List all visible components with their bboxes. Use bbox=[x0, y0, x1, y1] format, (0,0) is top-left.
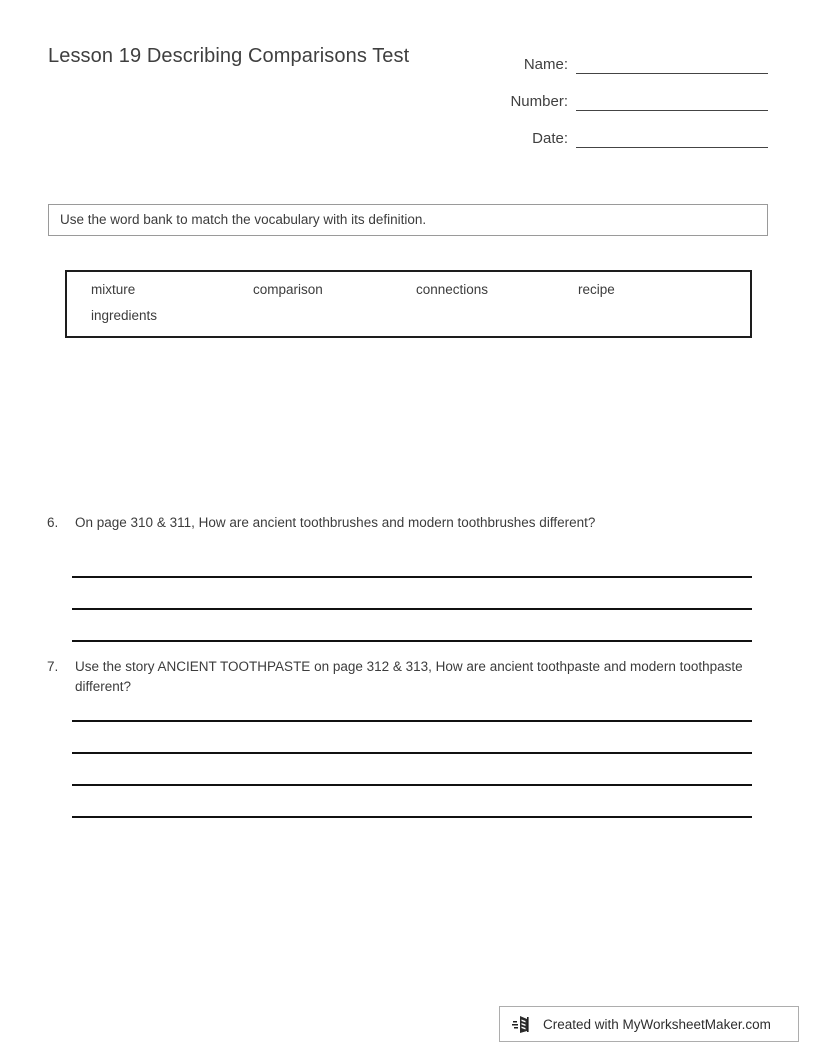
question-6-answer-area[interactable] bbox=[72, 546, 752, 642]
date-field-row bbox=[510, 124, 768, 148]
answer-line[interactable] bbox=[72, 722, 752, 754]
word-bank-box bbox=[65, 270, 752, 338]
question-7-number: 7. bbox=[47, 659, 59, 674]
footer-badge-text: Created with MyWorksheetMaker.com bbox=[543, 1016, 771, 1032]
worksheet-header bbox=[48, 44, 768, 148]
instruction-text: Use the word bank to match the vocabulary with its definition. bbox=[60, 211, 427, 227]
number-field-label: Number: bbox=[510, 93, 568, 110]
word-bank-item: ingredients bbox=[91, 307, 158, 323]
number-field-row bbox=[510, 87, 768, 111]
name-field-input[interactable] bbox=[576, 54, 768, 74]
question-6-head bbox=[47, 513, 759, 533]
word-bank-item: recipe bbox=[578, 282, 615, 297]
answer-line[interactable] bbox=[72, 786, 752, 818]
date-field-input[interactable] bbox=[576, 128, 768, 148]
answer-line[interactable] bbox=[72, 546, 752, 578]
date-field-label: Date: bbox=[532, 130, 568, 147]
student-info-fields bbox=[510, 50, 768, 148]
worksheet-maker-logo-icon bbox=[512, 1013, 534, 1035]
question-6-number: 6. bbox=[47, 515, 59, 530]
word-bank-grid bbox=[91, 282, 750, 325]
instruction-box bbox=[48, 204, 768, 236]
question-6 bbox=[47, 513, 759, 533]
word-bank-item: comparison bbox=[253, 282, 323, 297]
answer-line[interactable] bbox=[72, 690, 752, 722]
answer-line[interactable] bbox=[72, 754, 752, 786]
answer-line[interactable] bbox=[72, 610, 752, 642]
question-6-text: On page 310 & 311, How are ancient toothbrushes and modern toothbrushes different? bbox=[75, 515, 596, 530]
word-bank-item: connections bbox=[416, 282, 489, 297]
page-title: Lesson 19 Describing Comparisons Test bbox=[48, 45, 410, 67]
name-field-row bbox=[510, 50, 768, 74]
name-field-label: Name: bbox=[523, 56, 568, 73]
answer-line[interactable] bbox=[72, 578, 752, 610]
question-7-answer-area[interactable] bbox=[72, 690, 752, 818]
question-7-text: Use the story ANCIENT TOOTHPASTE on page 312 & 313, How are ancient toothpaste and modern toothpaste different? bbox=[75, 659, 743, 694]
number-field-input[interactable] bbox=[576, 91, 768, 111]
word-bank-item: mixture bbox=[91, 282, 136, 297]
footer-badge[interactable] bbox=[499, 1006, 799, 1042]
